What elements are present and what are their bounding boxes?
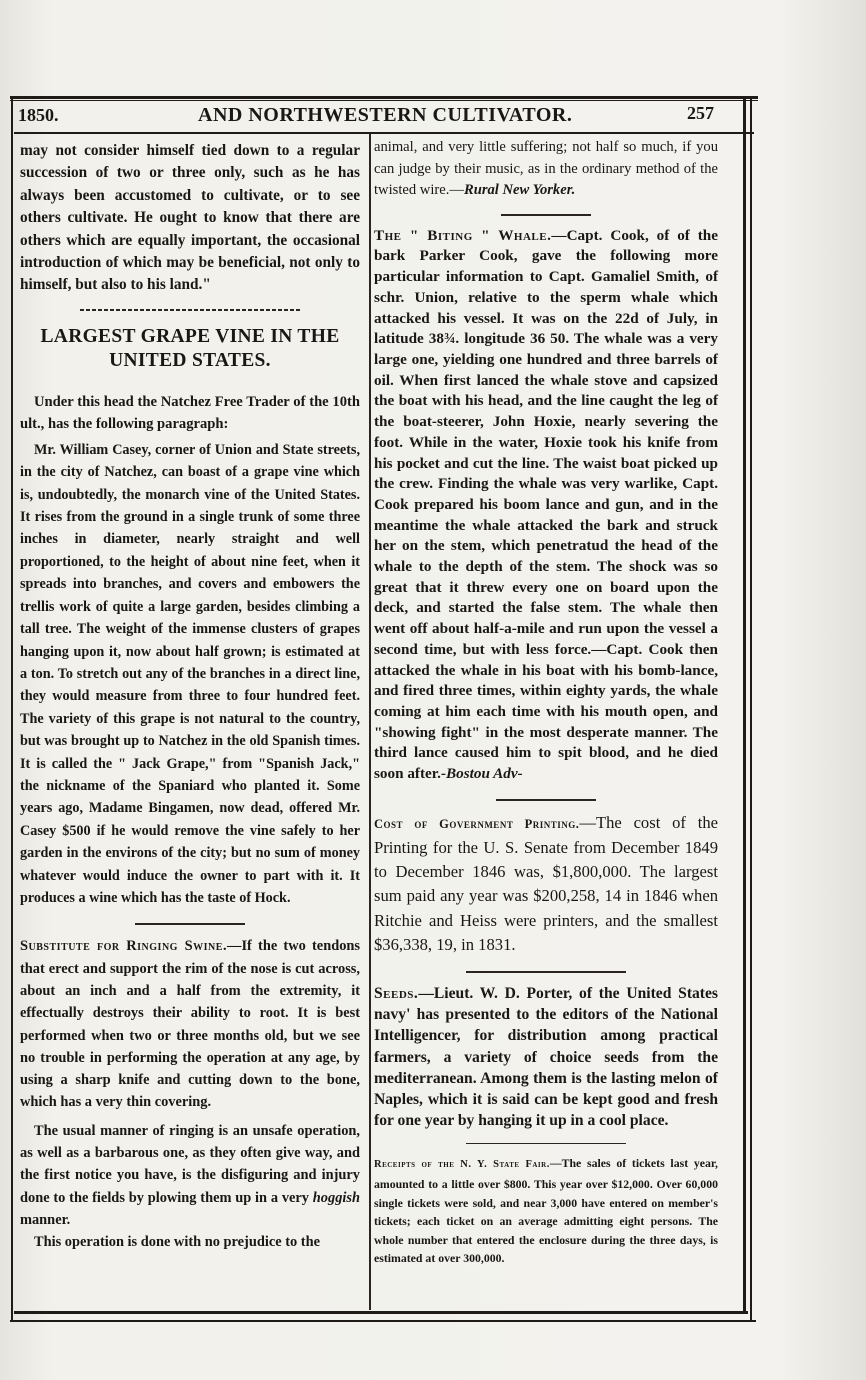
printing-paragraph — [374, 811, 718, 957]
intro-paragraph: may not consider himself tied down to a regular succession of two or three only, such as he has always been accustomed to cultivate, or to see others cultivate. He ought to know that there are others which are equally important, the occasional introduction of which may be beneficial, not only to himself, but also to his land." — [20, 142, 360, 294]
right-border-outer-rule — [750, 96, 752, 1322]
header-underline-rule — [14, 132, 754, 134]
whale-paragraph — [374, 226, 718, 785]
header-year: 1850. — [18, 105, 59, 125]
left-column — [20, 140, 360, 1254]
header-page-number: 257 — [687, 103, 714, 123]
grape-intro-paragraph: Under this head the Natchez Free Trader of the 10th ult., has the following paragraph: — [20, 393, 360, 432]
swine-second-paragraph — [20, 1120, 360, 1231]
continuation-paragraph — [374, 137, 718, 202]
printing-body: —The cost of the Printing for the U. S. Senate from December 1849 to December 1846 was, $1,800,000. The largest sum paid any year was $200,258, 14 in 1846 when Ritchie and Heiss were printers, and the smallest $36,338, 19, in 1831. — [374, 812, 718, 954]
whale-headline: The " Biting " Whale. — [374, 226, 552, 244]
section-divider — [501, 214, 591, 216]
printing-headline: Cost of Government Printing. — [374, 816, 580, 831]
section-divider — [466, 1143, 626, 1144]
right-column — [374, 137, 718, 1268]
bottom-border-rule — [14, 1311, 748, 1314]
swine-body: —If the two tendons that erect and support the rim of the nose is cut across, about an inch and a half from the extremity, it effectually destroys their ability to root. It is best performed when two or three months old, but we see no trouble in performing the operation at any age, by using a sharp knife and cutting down to the bone, which has a very thin covering. — [20, 938, 360, 1111]
swine-paragraph — [20, 935, 360, 1113]
section-divider — [496, 799, 596, 801]
swine-second-body: The usual manner of ringing is an unsafe operation, as well as a barbarous one, as they often give way, and the first notice you have, is the disfiguring and injury done to the fields by plowing them up in a very — [20, 1122, 360, 1206]
column-divider — [369, 134, 371, 1310]
whale-source: Bostou Adv- — [446, 765, 523, 783]
ornamental-divider — [80, 309, 300, 311]
swine-third-paragraph: This operation is done with no prejudice to the — [34, 1234, 320, 1251]
top-border-thin-rule — [10, 100, 758, 101]
continuation-body: animal, and very little suffering; not half so much, if you can judge by their music, as in the ordinary method of the twisted wire.— — [374, 139, 718, 199]
fair-headline: Receipts of the N. Y. State Fair. — [374, 1159, 550, 1171]
swine-second-end: manner. — [20, 1211, 71, 1228]
left-border-rule — [11, 96, 13, 1322]
swine-headline: Substitute for Ringing Swine. — [20, 938, 228, 955]
seeds-headline: Seeds. — [374, 984, 419, 1002]
top-border-rule — [10, 96, 758, 99]
fair-body: —The sales of tickets last year, amounted to a little over $800. This year over $12,000. Over 60,000 single tickets were sold, and near 3,000 have entered on member's tickets; each ticket on an average admitting eight persons. The whole number that entered the enclosure during the three days, is estimated at over 300,000. — [374, 1156, 718, 1266]
bottom-border-outer-rule — [10, 1320, 756, 1322]
grape-vine-headline: LARGEST GRAPE VINE IN THE UNITED STATES. — [40, 325, 340, 371]
seeds-body: —Lieut. W. D. Porter, of the United States navy' has presented to the editors of the National Intelligencer, for distribution among practical farmers, a variety of choice seeds from the mediterranean. Among them is the lasting melon of Naples, which it is said can be kept good and fresh for one year by hanging it up in a cool place. — [374, 984, 718, 1130]
section-divider — [135, 923, 245, 925]
header-title: AND NORTHWESTERN CULTIVATOR. — [198, 104, 573, 126]
fair-paragraph — [374, 1154, 718, 1268]
hoggish-word: hoggish — [312, 1189, 360, 1206]
seeds-paragraph — [374, 983, 718, 1131]
whale-body: —Capt. Cook, of of the bark Parker Cook, gave the following more particular information to Capt. Gamaliel Smith, of schr. Union, relative to the sperm whale which attacked his vessel. It was on the 22d of July, in latitude 38¾. longitude 36 50. The whale was a very large one, yielding one hundred and three barrels of oil. When first lanced the whale stove and capsized the boat with his head, and the line caught the leg of the boat-steerer, John Hoxie, nearly severing the foot. While in the water, Hoxie took his knife from his pocket and cut the line. The waist boat picked up the crew. Finding the whale was very warlike, Capt. Cook prepared his boom lance and gun, and in the meantime the whale attacked the bark and struck her on the stem, which penetratud the head of the whale to the depth of the stem. The shock was so great that it threw every one on board upon the deck, and started the false stem. The whale then went off about half-a-mile and run upon the vessel a second time, but with less force.—Capt. Cook then attacked the whale in his boat with his bomb-lance, and fired three times, within eighty yards, the whale coming at him each time with his mouth open, and "showing fight" in the most desperate manner. The third lance caused him to spit blood, and he died soon after.- — [374, 226, 718, 783]
grape-body-paragraph: Mr. William Casey, corner of Union and State streets, in the city of Natchez, can boast of a grape vine which is, undoubtedly, the monarch vine of the United States. It rises from the ground in a single trunk of some three inches in diameter, nearly straight and well proportioned, to the height of about nine feet, when it spreads into branches, and covers and embowers the trellis work of quite a large garden, besides climbing a tall tree. The weight of the immense clusters of grapes hanging upon it, now about half grown; is estimated at a ton. To stretch out any of the branches in a direct line, they would measure from three to four hundred feet. The variety of this grape is not natural to the country, but was brought up to Natchez in the old Spanish times. It is called the " Jack Grape," from "Spanish Jack," the nickname of the Spaniard who planted it. Some years ago, Madame Bingamen, now dead, offered Mr. Casey $500 if he would remove the vine safely to her garden in the environs of the city; but no sum of money whatever would induce the owner to part with it. It produces a wine which has the taste of Hock. — [20, 441, 360, 906]
section-divider — [466, 971, 626, 973]
right-border-rule — [743, 96, 746, 1314]
running-header — [18, 103, 714, 131]
continuation-source: Rural New Yorker. — [463, 182, 576, 199]
